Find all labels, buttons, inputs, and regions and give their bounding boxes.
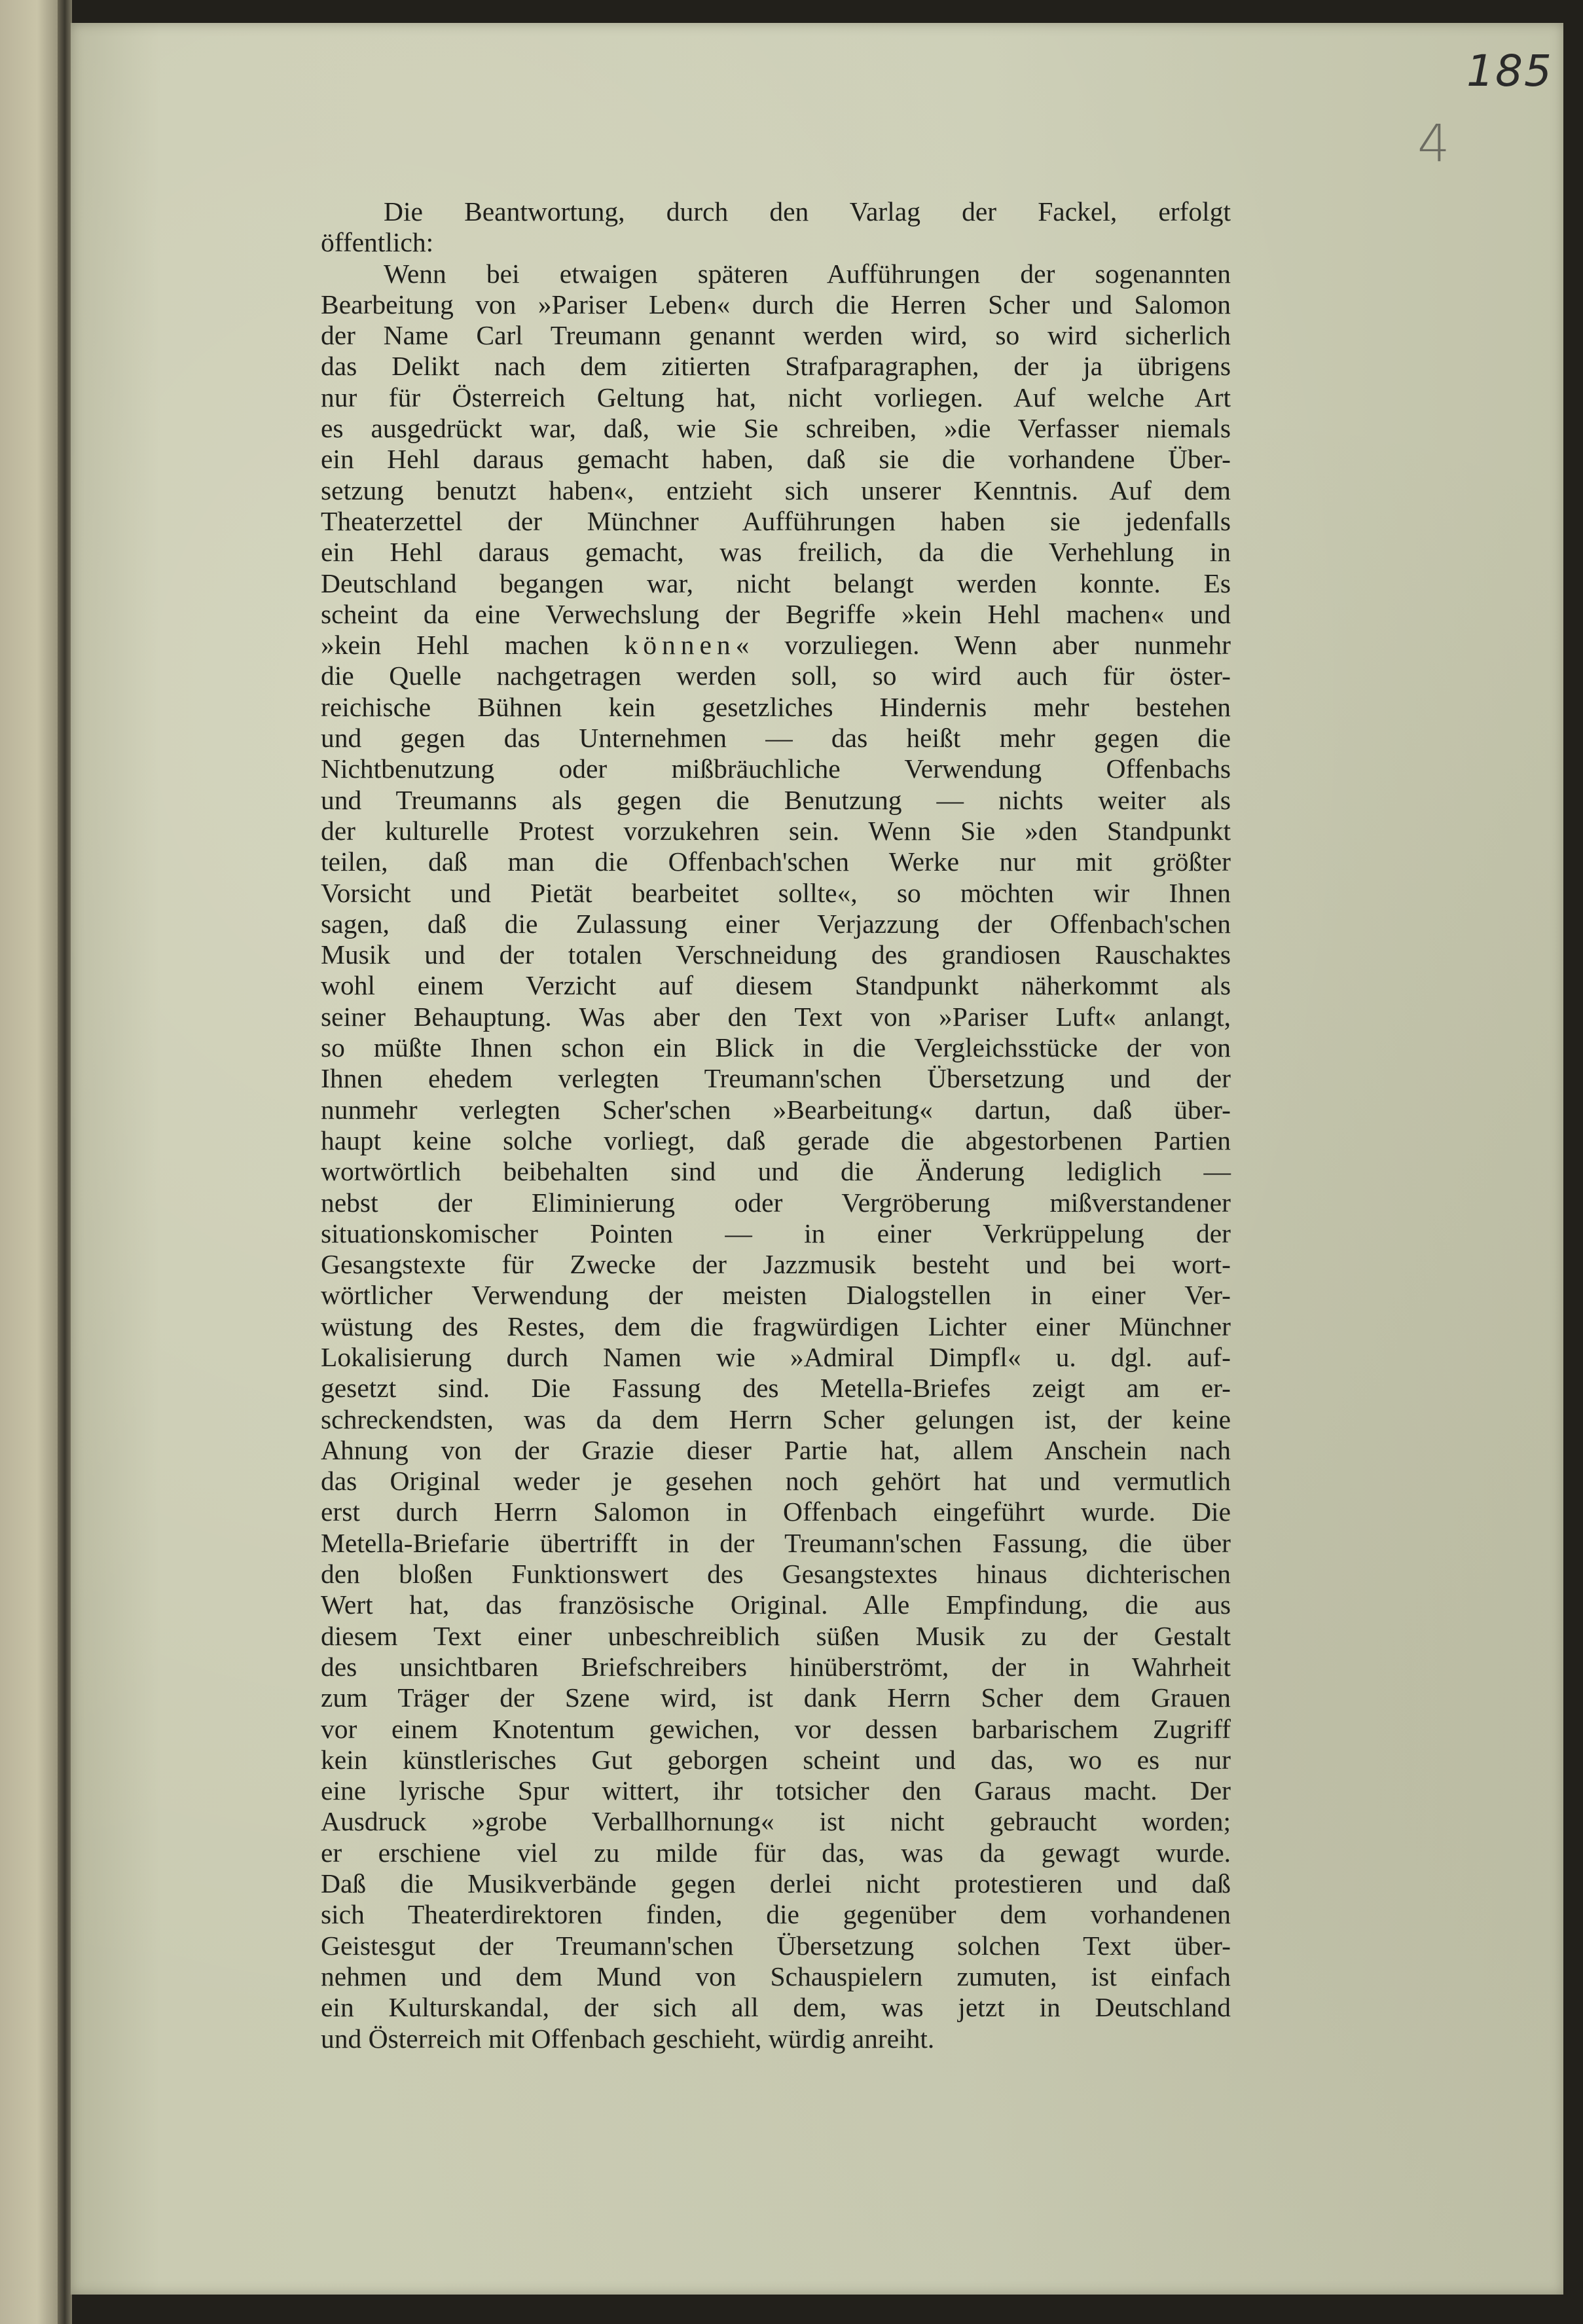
text-line: Deutschland begangen war, nicht belangt werden konnte. Es <box>321 568 1231 598</box>
text-line: ein Hehl daraus gemacht, was freilich, da die Verhehlung in <box>321 537 1231 568</box>
text-line: so müßte Ihnen schon ein Blick in die Vergleichsstücke der von <box>321 1032 1231 1063</box>
text-line: und Österreich mit Offenbach geschieht, würdig anreiht. <box>321 2023 935 2054</box>
text-line: des unsichtbaren Briefschreibers hinüberströmt, der in Wahrheit <box>321 1651 1231 1682</box>
intro-paragraph <box>321 196 1231 259</box>
text-line: Bearbeitung von »Pariser Leben« durch die Herren Scher und Salomon <box>321 289 1231 319</box>
text-line: nebst der Eliminierung oder Vergröberung mißverstandener <box>321 1187 1231 1218</box>
text-line: setzung benutzt haben«, entzieht sich unserer Kenntnis. Auf dem <box>321 475 1231 505</box>
text-line: zum Träger der Szene wird, ist dank Herrn Scher dem Grauen <box>321 1682 1231 1713</box>
text-line: Die Beantwortung, durch den Varlag der Fackel, erfolgt <box>384 196 1231 227</box>
text-line: öffentlich: <box>321 227 434 258</box>
text-line: der Name Carl Treumann genannt werden wird, so wird sicherlich <box>321 320 1231 351</box>
text-line: Musik und der totalen Verschneidung des grandiosen Rauschaktes <box>321 939 1231 970</box>
spaced-word: können <box>624 630 736 661</box>
text-line: das Original weder je gesehen noch gehört hat und vermutlich <box>321 1466 1231 1497</box>
text-line: Theaterzettel der Münchner Aufführungen haben sie jedenfalls <box>321 505 1231 536</box>
folio-number-handwritten: 185 <box>1466 46 1553 96</box>
text-line: seiner Behauptung. Was aber den Text von »Pariser Luft« anlangt, <box>321 1001 1231 1032</box>
text-line: sich Theaterdirektoren finden, die gegenüber dem vorhandenen <box>321 1899 1231 1930</box>
text-line: Ahnung von der Grazie dieser Partie hat, allem Anschein nach <box>321 1434 1231 1465</box>
text-line: und Treumanns als gegen die Benutzung — nichts weiter als <box>321 784 1231 815</box>
text-line: das Delikt nach dem zitierten Strafparagraphen, der ja übrigens <box>321 351 1231 382</box>
text-line: nur für Österreich Geltung hat, nicht vorliegen. Auf welche Art <box>321 382 1231 412</box>
text-line: eine lyrische Spur wittert, ihr totsicher den Garaus macht. Der <box>321 1775 1231 1806</box>
text-line: wörtlicher Verwendung der meisten Dialogstellen in einer Ver- <box>321 1280 1231 1311</box>
text-line: scheint da eine Verwechslung der Begriffe »kein Hehl machen« und <box>321 598 1231 629</box>
text-line: ein Kulturskandal, der sich all dem, was jetzt in Deutschland <box>321 1992 1231 2023</box>
text-line: den bloßen Funktionswert des Gesangstextes hinaus dichterischen <box>321 1559 1231 1589</box>
text-line: sagen, daß die Zulassung einer Verjazzung der Offenbach'schen <box>321 908 1231 939</box>
text-line: es ausgedrückt war, daß, wie Sie schreiben, »die Verfasser niemals <box>321 413 1231 444</box>
book-spine <box>58 0 72 2324</box>
text-line: gesetzt sind. Die Fassung des Metella-Briefes zeigt am er- <box>321 1373 1231 1404</box>
text-line: reichische Bühnen kein gesetzliches Hindernis mehr bestehen <box>321 691 1231 722</box>
line-tail: « vorzuliegen. Wenn aber nunmehr <box>735 630 1231 661</box>
text-line: Daß die Musikverbände gegen derlei nicht protestieren und daß <box>321 1868 1231 1899</box>
text-line: nehmen und dem Mund von Schauspielern zumuten, ist einfach <box>321 1961 1231 1991</box>
text-line: der kulturelle Protest vorzukehren sein. Wenn Sie »den Standpunkt <box>321 815 1231 846</box>
main-paragraph <box>321 259 1231 2054</box>
text-line: er erschiene viel zu milde für das, was da gewagt wurde. <box>321 1837 1231 1868</box>
text-line: Wert hat, das französische Original. Alle Empfindung, die aus <box>321 1589 1231 1620</box>
text-line: situationskomischer Pointen — in einer Verkrüppelung der <box>321 1218 1231 1248</box>
text-line: nunmehr verlegten Scher'schen »Bearbeitung« dartun, daß über- <box>321 1094 1231 1125</box>
text-line: Wenn bei etwaigen späteren Aufführungen der sogenannten <box>384 258 1231 289</box>
text-line: wohl einem Verzicht auf diesem Standpunkt näherkommt als <box>321 970 1231 1001</box>
text-line: Vorsicht und Pietät bearbeitet sollte«, so möchten wir Ihnen <box>321 877 1231 908</box>
letter-body <box>321 196 1231 2054</box>
text-line: wüstung des Restes, dem die fragwürdigen Lichter einer Münchner <box>321 1311 1231 1341</box>
text-line: wortwörtlich beibehalten sind und die Änderung lediglich — <box>321 1156 1231 1187</box>
text-line: erst durch Herrn Salomon in Offenbach eingeführt wurde. Die <box>321 1497 1231 1527</box>
text-line-with-spaced-word <box>321 630 1231 661</box>
text-line: Gesangstexte für Zwecke der Jazzmusik besteht und bei wort- <box>321 1249 1231 1280</box>
text-line: kein künstlerisches Gut geborgen scheint und das, wo es nur <box>321 1744 1231 1775</box>
page-number-pencil: 4 <box>1417 115 1450 173</box>
text-line: ein Hehl daraus gemacht haben, daß sie die vorhandene Über- <box>321 444 1231 475</box>
text-line: Ausdruck »grobe Verballhornung« ist nicht gebraucht worden; <box>321 1806 1231 1837</box>
text-line: vor einem Knotentum gewichen, vor dessen barbarischem Zugriff <box>321 1713 1231 1744</box>
text-line: Ihnen ehedem verlegten Treumann'schen Übersetzung und der <box>321 1063 1231 1094</box>
left-page-edge <box>0 0 62 2324</box>
text-line: diesem Text einer unbeschreiblich süßen Musik zu der Gestalt <box>321 1620 1231 1651</box>
text-line: schreckendsten, was da dem Herrn Scher gelungen ist, der keine <box>321 1404 1231 1434</box>
text-line: Metella-Briefarie übertrifft in der Treumann'schen Fassung, die über <box>321 1527 1231 1558</box>
text-line: Geistesgut der Treumann'schen Übersetzung solchen Text über- <box>321 1930 1231 1961</box>
text-line: Lokalisierung durch Namen wie »Admiral Dimpfl« u. dgl. auf- <box>321 1341 1231 1372</box>
text-line: Nichtbenutzung oder mißbräuchliche Verwendung Offenbachs <box>321 753 1231 784</box>
text-line: die Quelle nachgetragen werden soll, so wird auch für öster- <box>321 661 1231 691</box>
line-head: »kein Hehl machen <box>321 630 589 661</box>
text-line: teilen, daß man die Offenbach'schen Werke nur mit größter <box>321 846 1231 877</box>
text-line: und gegen das Unternehmen — das heißt mehr gegen die <box>321 723 1231 753</box>
text-line: haupt keine solche vorliegt, daß gerade die abgestorbenen Partien <box>321 1125 1231 1155</box>
